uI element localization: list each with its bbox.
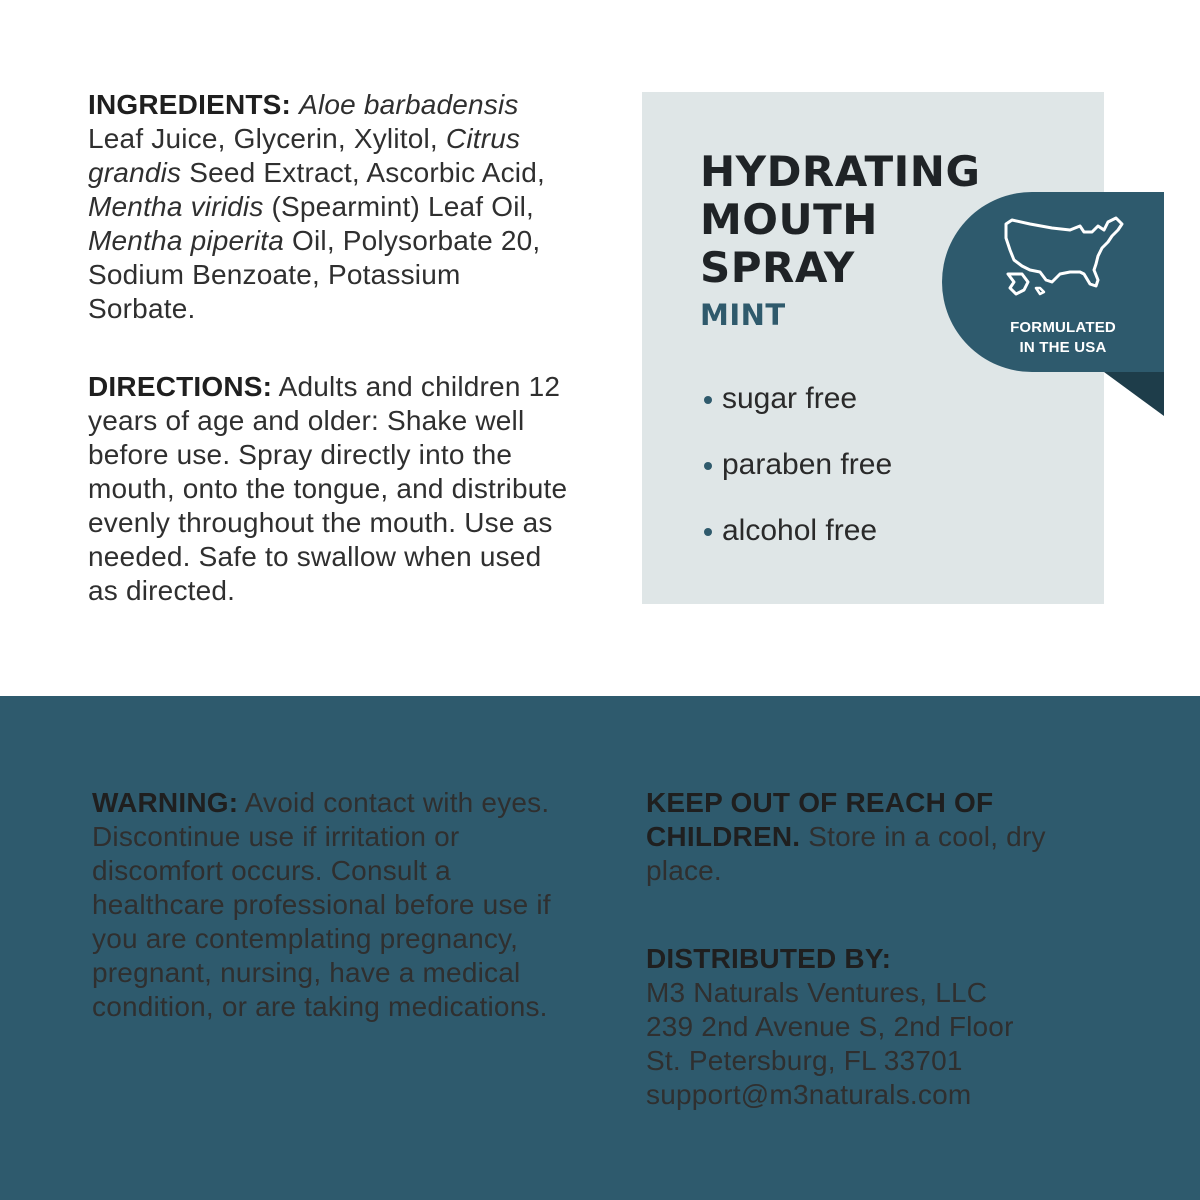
warning-text: Avoid contact with eyes. Discontinue use if irritation or discomfort occurs. Consult a healthcare professional before use if you are contemplating pregnancy, pregnant, nursing, have a medical condition, or are taking medications.: [92, 787, 551, 1022]
keep-out-text: Store in a cool, dry place.: [646, 821, 1046, 886]
feature-item: [700, 382, 892, 448]
feature-list: [700, 382, 892, 580]
distributor-line: 239 2nd Avenue S, 2nd Floor: [646, 1011, 1014, 1042]
ingredients-block: [88, 88, 568, 326]
usa-map-icon: [1000, 210, 1126, 296]
distributor-line: M3 Naturals Ventures, LLC: [646, 977, 988, 1008]
warning-heading: WARNING:: [92, 787, 239, 818]
keep-out-heading: KEEP OUT OF REACH OF CHILDREN.: [646, 787, 994, 852]
ingredient-botanical-name: Citrus grandis: [88, 123, 521, 188]
directions-text: Adults and children 12 years of age and older: Shake well before use. Spray directly into the mouth, onto the tongue, and distribute evenly throughout the mouth. Use as needed. Safe to swallow when used as directed.: [88, 371, 568, 606]
feature-item: [700, 448, 892, 514]
product-title-line: SPRAY: [700, 243, 855, 292]
ingredient-text: Oil, Polysorbate 20, Sodium Benzoate, Potassium Sorbate.: [88, 225, 541, 324]
ingredient-botanical-name: Aloe barbadensis: [299, 89, 519, 120]
distributor-heading: DISTRIBUTED BY:: [646, 943, 892, 974]
badge-text: [990, 318, 1136, 358]
ingredient-text: (Spearmint) Leaf Oil,: [263, 191, 535, 222]
product-title-line: HYDRATING: [700, 147, 981, 196]
badge-text-line: FORMULATED: [1010, 319, 1116, 336]
distributor-block: [646, 942, 1066, 1112]
bullet-icon: [704, 396, 712, 404]
feature-item: [700, 514, 892, 580]
feature-label: sugar free: [722, 382, 858, 415]
distributor-line: St. Petersburg, FL 33701: [646, 1045, 963, 1076]
ingredient-text: [291, 89, 299, 120]
feature-label: alcohol free: [722, 514, 878, 547]
product-flavor: MINT: [700, 298, 786, 332]
bullet-icon: [704, 462, 712, 470]
badge-fold: [1104, 372, 1164, 416]
bullet-icon: [704, 528, 712, 536]
product-title-line: MOUTH: [700, 195, 878, 244]
ingredient-botanical-name: Mentha piperita: [88, 225, 285, 256]
keep-out-block: [646, 786, 1066, 888]
feature-label: paraben free: [722, 448, 893, 481]
badge-text-line: IN THE USA: [1019, 339, 1107, 356]
ingredient-botanical-name: Mentha viridis: [88, 191, 264, 222]
warning-block: [92, 786, 562, 1024]
ingredients-text: [88, 89, 545, 324]
directions-heading: DIRECTIONS:: [88, 371, 273, 402]
ingredients-heading: INGREDIENTS:: [88, 89, 292, 120]
ingredient-text: Leaf Juice, Glycerin, Xylitol,: [88, 123, 446, 154]
distributor-email[interactable]: support@m3naturals.com: [646, 1079, 972, 1110]
directions-block: [88, 370, 578, 608]
ingredient-text: Seed Extract, Ascorbic Acid,: [181, 157, 545, 188]
